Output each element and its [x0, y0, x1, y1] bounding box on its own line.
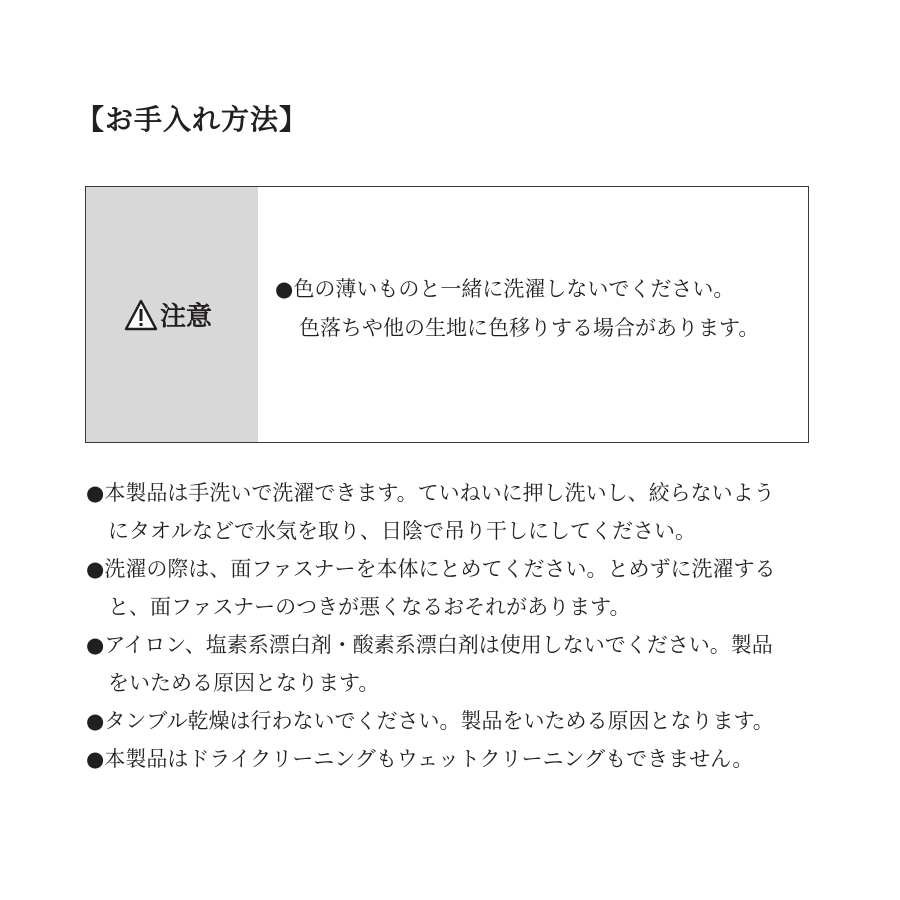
note-line: にタオルなどで水気を取り、日陰で吊り干しにしてください。 — [108, 519, 696, 543]
caution-label-cell — [86, 187, 258, 442]
note-item-dry-cleaning — [86, 740, 826, 778]
note-line: ●本製品は手洗いで洗濯できます。ていねいに押し洗いし、絞らないよう — [86, 481, 775, 505]
note-line: ●本製品はドライクリーニングもウェットクリーニングもできません。 — [86, 747, 754, 771]
warning-triangle-icon — [124, 299, 158, 331]
note-line: ●タンブル乾燥は行わないでください。製品をいためる原因となります。 — [86, 709, 774, 733]
caution-label — [124, 296, 212, 333]
note-item-tumble-dry — [86, 702, 826, 740]
caution-label-text: 注意 — [159, 302, 212, 332]
caution-line: ●色の薄いものと一緒に洗濯しないでください。 — [275, 276, 735, 301]
note-item-fastener — [86, 550, 826, 626]
caution-content — [258, 187, 808, 442]
note-line: ●アイロン、塩素系漂白剤・酸素系漂白剤は使用しないでください。製品 — [86, 633, 773, 657]
caution-box — [85, 186, 809, 443]
note-item-hand-wash — [86, 474, 826, 550]
caution-line: 色落ちや他の生地に色移りする場合があります。 — [299, 315, 760, 340]
page-title: 【お手入れ方法】 — [76, 103, 309, 136]
note-line: ●洗濯の際は、面ファスナーを本体にとめてください。とめずに洗濯する — [86, 557, 776, 581]
note-item-iron-bleach — [86, 626, 826, 702]
care-notes-list — [86, 474, 826, 778]
note-line: をいためる原因となります。 — [108, 671, 380, 695]
note-line: と、面ファスナーのつきが悪くなるおそれがあります。 — [108, 595, 631, 619]
